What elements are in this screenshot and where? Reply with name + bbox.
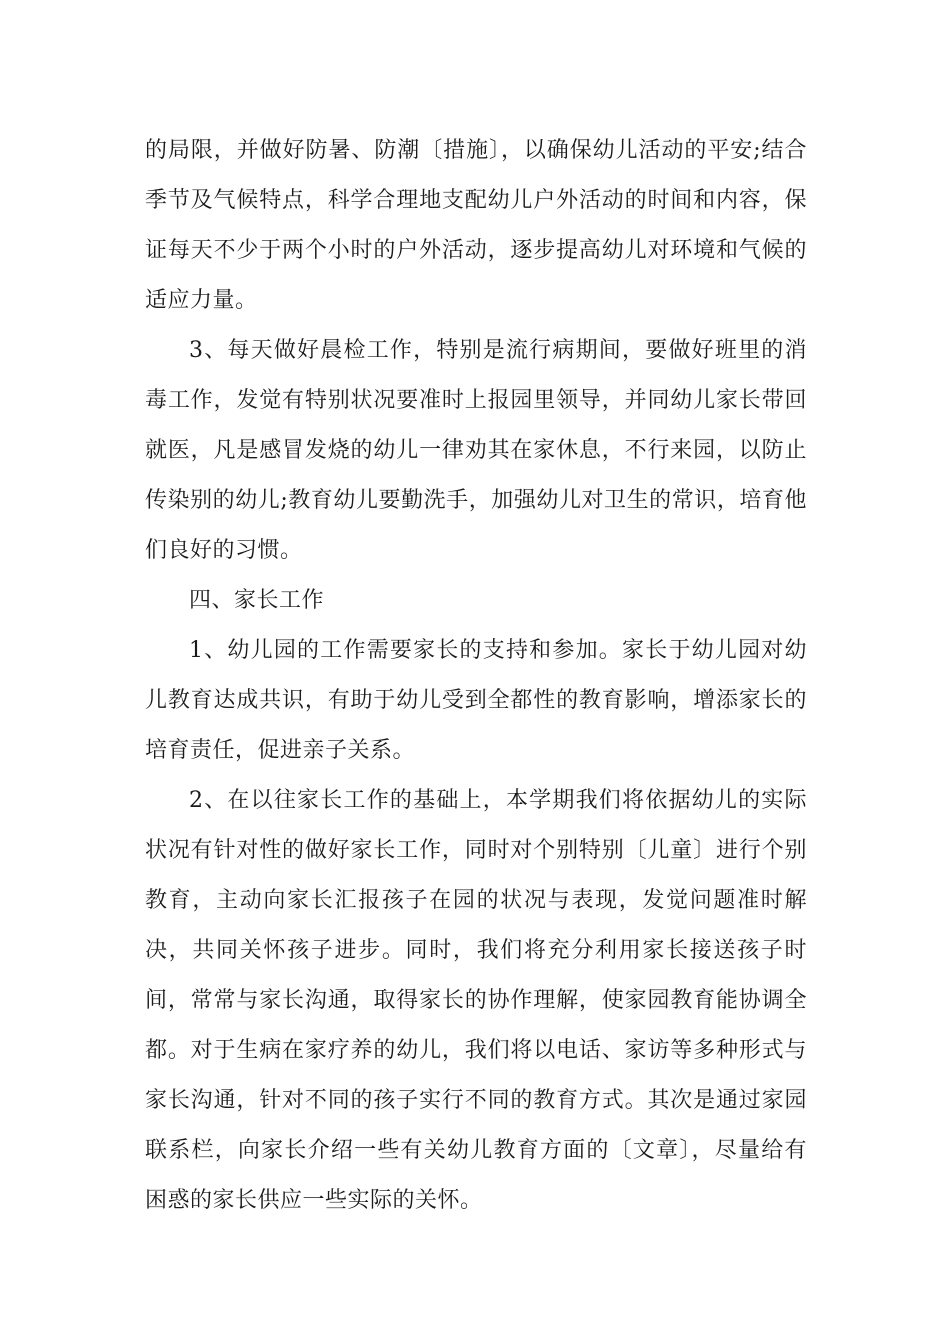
section-heading-parent-work: 四、家长工作	[189, 588, 325, 613]
paragraph-item-2-parent-work: 2、在以往家长工作的基础上，本学期我们将依据幼儿的实际状况有针对性的做好家长工作，同时对个别特别〔儿童〕进行个别教育，主动向家长汇报孩子在园的状况与表现，发觉问题准时解决，共同关怀孩子进步。同时，我们将充分利用家长接送孩子时间，常常与家长沟通，取得家长的协作理解，使家园教育能协调全都。对于生病在家疗养的幼儿，我们将以电话、家访等多种形式与家长沟通，针对不同的孩子实行不同的教育方式。其次是通过家园联系栏，向家长介绍一些有关幼儿教育方面的〔文章〕，尽量给有困惑的家长供应一些实际的关怀。	[145, 788, 807, 1213]
paragraph-item-1-parent-support: 1、幼儿园的工作需要家长的支持和参加。家长于幼儿园对幼儿教育达成共识，有助于幼儿受到全都性的教育影响，增添家长的培育责任，促进亲子关系。	[145, 638, 807, 763]
document-body	[145, 126, 807, 1226]
paragraph-continuation: 的局限，并做好防暑、防潮〔措施〕，以确保幼儿活动的平安;结合季节及气候特点，科学合理地支配幼儿户外活动的时间和内容，保证每天不少于两个小时的户外活动，逐步提高幼儿对环境和气候的适应力量。	[145, 138, 807, 313]
paragraph-item-3-health: 3、每天做好晨检工作，特别是流行病期间，要做好班里的消毒工作，发觉有特别状况要准时上报园里领导，并同幼儿家长带回就医，凡是感冒发烧的幼儿一律劝其在家休息，不行来园，以防止传染别的幼儿;教育幼儿要勤洗手，加强幼儿对卫生的常识，培育他们良好的习惯。	[145, 338, 807, 563]
